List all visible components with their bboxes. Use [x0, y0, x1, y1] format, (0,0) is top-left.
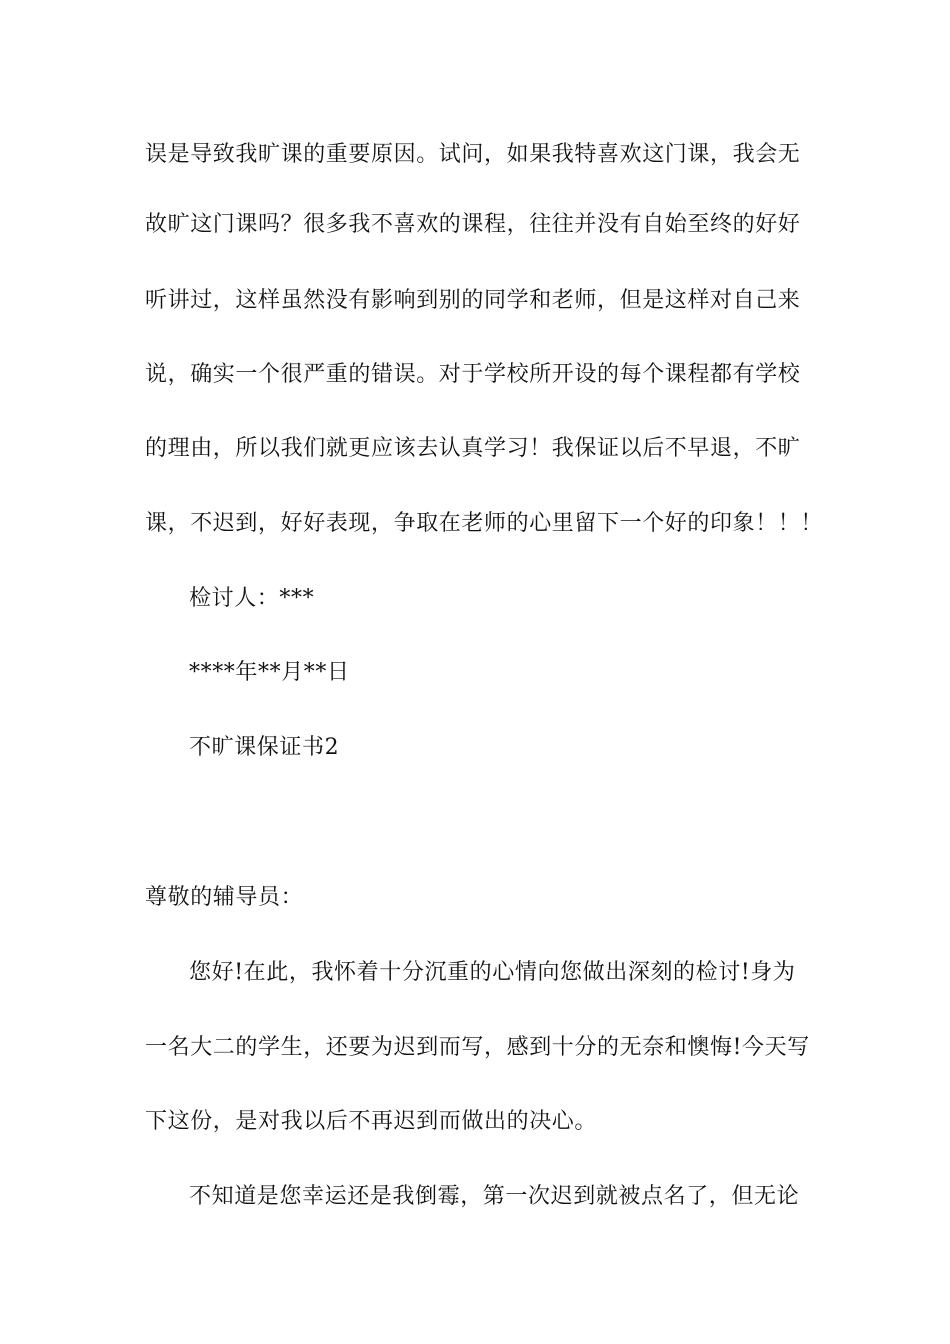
paragraph1-line-2: 故旷这门课吗？很多我不喜欢的课程，往往并没有自始至终的好好 [145, 212, 801, 237]
paragraph2-line-3: 下这份，是对我以后不再迟到而做出的决心。 [145, 1109, 598, 1134]
section-title: 不旷课保证书2 [189, 735, 340, 760]
paragraph1-line-6: 课，不迟到，好好表现，争取在老师的心里留下一个好的印象！！！ [145, 511, 824, 536]
paragraph1-line-4: 说，确实一个很严重的错误。对于学校所开设的每个课程都有学校 [145, 362, 801, 387]
paragraph2-line-1: 您好!在此，我怀着十分沉重的心情向您做出深刻的检讨!身为 [189, 960, 796, 985]
paragraph1-line-3: 听讲过，这样虽然没有影响到别的同学和老师，但是这样对自己来 [145, 288, 801, 313]
paragraph2-line-2: 一名大二的学生，还要为迟到而写，感到十分的无奈和懊悔!今天写 [145, 1035, 810, 1060]
salutation: 尊敬的辅导员： [145, 885, 304, 910]
date-line: ****年**月**日 [189, 660, 350, 685]
signature-line: 检讨人：*** [189, 586, 315, 611]
paragraph1-line-5: 的理由，所以我们就更应该去认真学习！我保证以后不早退，不旷 [145, 436, 801, 461]
paragraph3-line-1: 不知道是您幸运还是我倒霉，第一次迟到就被点名了，但无论 [189, 1184, 800, 1209]
paragraph1-line-1: 误是导致我旷课的重要原因。试问，如果我特喜欢这门课，我会无 [145, 142, 801, 167]
